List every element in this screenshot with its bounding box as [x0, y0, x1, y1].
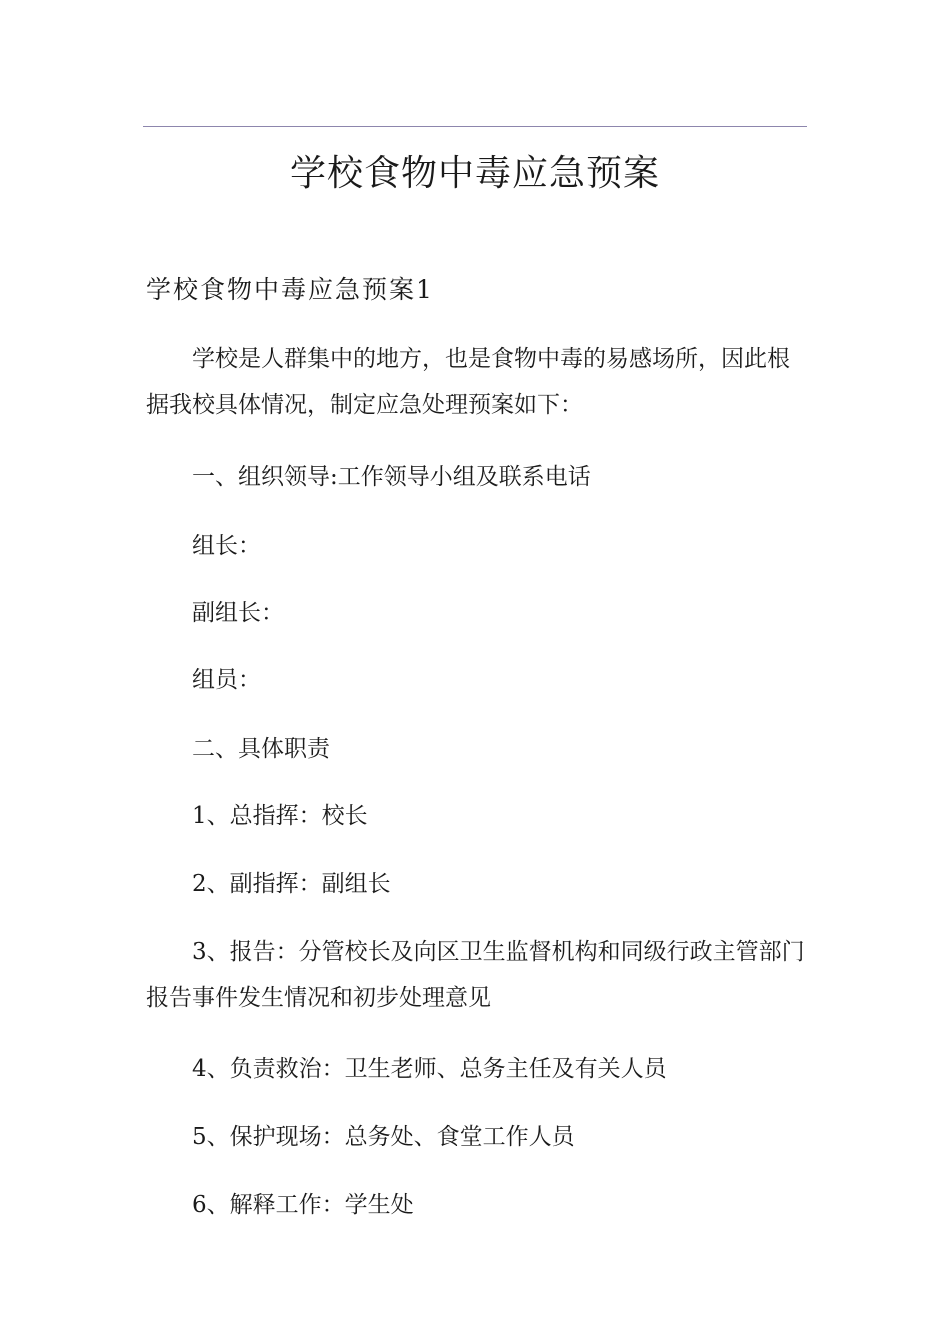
duties-heading: 二、具体职责 [192, 736, 330, 762]
duty-item: 4、负责救治：卫生老师、总务主任及有关人员 [192, 1056, 667, 1082]
vice-leader-line: 副组长： [192, 600, 284, 626]
document-title: 学校食物中毒应急预案 [289, 153, 660, 194]
duty-item: 3、报告：分管校长及向区卫生监督机构和同级行政主管部门报告事件发生情况和初步处理意见 [146, 939, 805, 1011]
duty-item: 2、副指挥：副组长 [192, 871, 391, 897]
intro-paragraph: 学校是人群集中的地方，也是食物中毒的易感场所，因此根据我校具体情况，制定应急处理预案如下： [146, 346, 790, 418]
org-heading: 一、组织领导:工作领导小组及联系电话 [192, 464, 591, 490]
section-heading: 学校食物中毒应急预案1 [146, 275, 434, 304]
duty-item: 5、保护现场：总务处、食堂工作人员 [192, 1124, 575, 1150]
members-line: 组员： [192, 667, 261, 693]
leader-line: 组长： [192, 533, 261, 559]
duty-item: 6、解释工作：学生处 [192, 1192, 414, 1218]
duty-item: 1、总指挥：校长 [192, 803, 368, 829]
header-rule [143, 126, 807, 127]
